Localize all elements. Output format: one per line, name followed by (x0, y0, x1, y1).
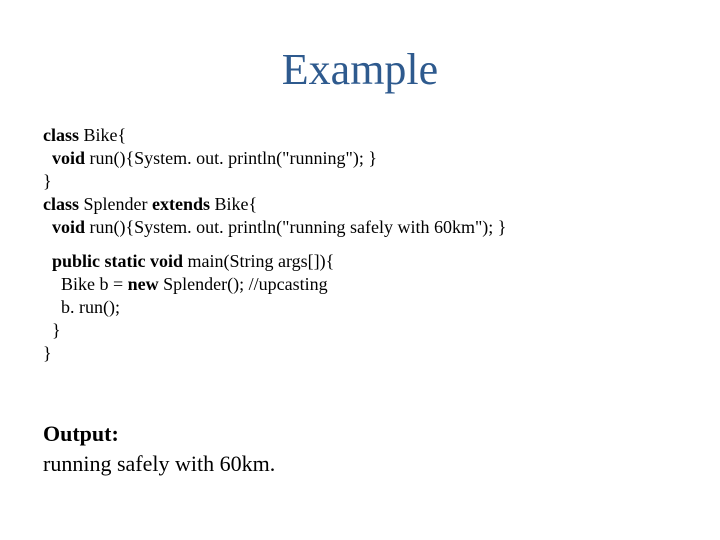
code-text: run(){System. out. println("running safely with 60km"); } (85, 217, 507, 237)
code-line (43, 193, 703, 216)
code-keyword: extends (151, 194, 210, 214)
code-text: } (43, 343, 52, 363)
code-text: Splender(); //upcasting (158, 274, 328, 294)
code-text: Bike{ (209, 194, 258, 214)
code-text: Bike{ (79, 125, 127, 145)
code-text (43, 217, 52, 237)
code-keyword: void (52, 148, 86, 168)
code-text: } (43, 320, 61, 340)
code-block (43, 124, 703, 365)
code-text: Splender (79, 194, 152, 214)
code-line (43, 342, 703, 365)
code-line (43, 296, 703, 319)
code-keyword: void (52, 217, 86, 237)
code-text: main(String args[]){ (183, 251, 335, 271)
code-line (43, 319, 703, 342)
code-keyword: new (127, 274, 159, 294)
code-line (43, 273, 703, 296)
code-text (43, 251, 52, 271)
code-line (43, 170, 703, 193)
output-label: Output: (43, 421, 119, 446)
code-line (43, 250, 703, 273)
code-line (43, 216, 703, 250)
slide-title: Example (281, 45, 439, 94)
code-text: Bike b = (43, 274, 128, 294)
code-line (43, 147, 703, 170)
code-keyword: class (43, 194, 79, 214)
code-keyword: public static void (52, 251, 184, 271)
code-text: } (43, 171, 52, 191)
code-text: b. run(); (43, 297, 120, 317)
code-keyword: class (43, 125, 79, 145)
code-line (43, 124, 703, 147)
code-text (43, 148, 52, 168)
output-value: running safely with 60km. (43, 451, 276, 476)
code-text: run(){System. out. println("running"); } (85, 148, 377, 168)
